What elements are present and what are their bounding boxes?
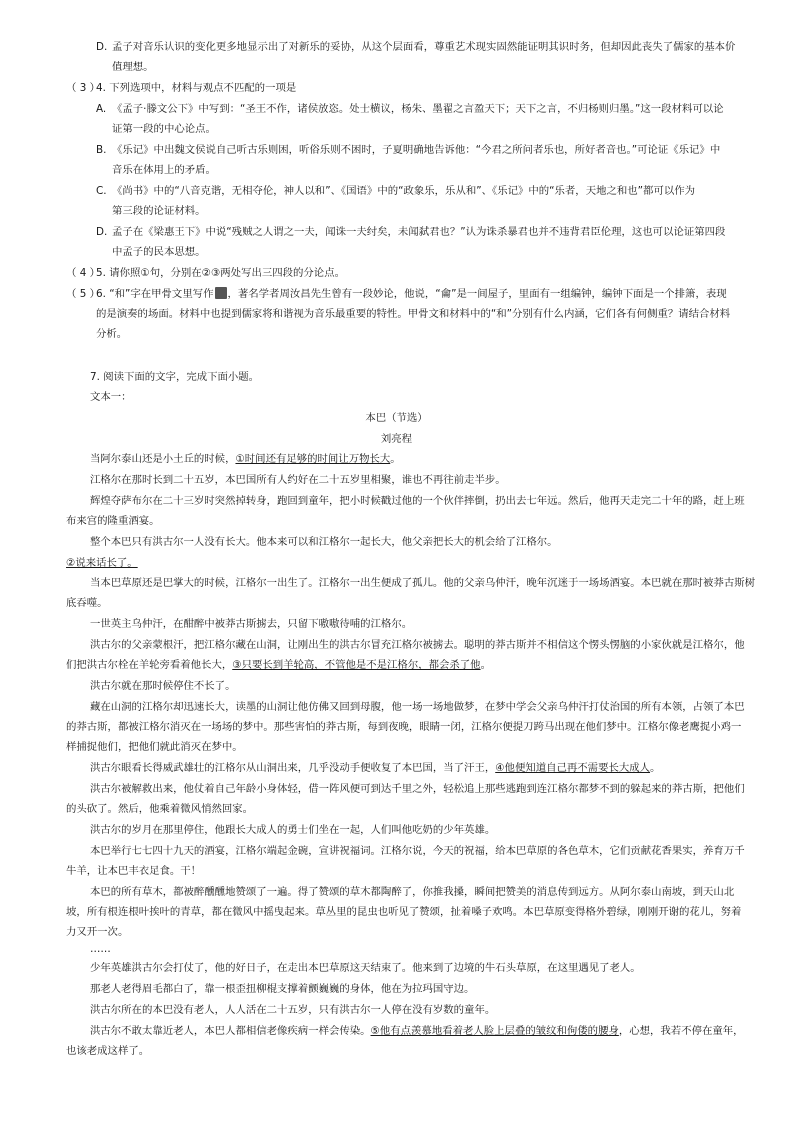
oracle-bone-glyph-icon	[215, 287, 227, 299]
question-number: （ 4 ）	[66, 267, 100, 279]
paragraph-cont: 牛羊，让本巴丰衣足食。干！	[66, 865, 202, 877]
option-d-text: 孟子对音乐认识的变化更多地显示出了对新乐的妥协，从这个层面看，尊重艺术现实固然能证明其识时务，但却因此丧失了儒家的基本价	[112, 41, 736, 53]
option-d-label: D.	[96, 41, 108, 53]
paragraph: 洪古尔就在那时候停住不长了。	[90, 680, 236, 692]
option-d2-text: 孟子在《梁惠王下》中说“残贼之人谓之一夫，闻诛一夫纣矣，未闻弑君也？”认为诛杀暴君也并不违背君臣伦理，这也可以论证第四段	[112, 226, 726, 238]
ellipsis: ……	[90, 943, 111, 955]
option-b-text-cont: 音乐在体用上的矛盾。	[112, 164, 216, 176]
paragraph-cont: 也该老成这样了。	[66, 1045, 150, 1057]
question-stem: 7. 阅读下面的文字，完成下面小题。	[90, 371, 260, 383]
paragraph: 江格尔在那时长到二十五岁，本巴国所有人约好在二十五岁里相聚，谁也不再往前走半步。	[90, 474, 506, 486]
option-d2-label: D.	[96, 226, 108, 238]
paragraph-cont: 的头砍了。然后，他乘着微风悄然回家。	[66, 803, 254, 815]
paragraph-cont: 的莽古斯，都被江格尔消灭在一场场的梦中。那些害怕的莽古斯，每到夜晚，眼睛一闭，江格尔便提刀跨马出现在他们梦中。江格尔像老鹰捉小鸡一	[66, 721, 742, 733]
question-number: （ 3 ）	[66, 82, 100, 94]
paragraph	[66, 553, 138, 573]
option-c-label: C.	[96, 185, 107, 197]
question-stem-post: ，著名学者周汝昌先生曾有一段妙论，他说，“龠”是一间屋子，里面有一组编钟，编钟下面是一个排箫，表现	[227, 288, 727, 300]
paragraph-cont: 底吞噬。	[66, 597, 108, 609]
underlined-sentence: ①时间还有足够的时间让万物长大	[235, 453, 391, 465]
option-d-text-cont: 值理想。	[112, 61, 154, 73]
paragraph-cont: 坡，所有根连根叶挨叶的青草，都在微风中摇曳起来。草丛里的昆虫也听见了赞颂，扯着嗓子欢鸣。本巴草原变得格外碧绿，刚刚开谢的花儿，努着	[66, 906, 742, 918]
text-label: 文本一：	[90, 391, 132, 403]
underlined-sentence: ④他便知道自己再不需要长大成人	[495, 762, 651, 774]
paragraph	[90, 449, 401, 469]
paragraph: 辉煌夺萨布尔在二十三岁时突然掉转身，跑回到童年，把小时候戳过他的一个伙伴摔倒，扔出去七年远。然后，他再天走完二十年的路，赶上班	[90, 495, 745, 507]
paragraph	[90, 758, 660, 778]
paragraph-text: 。	[650, 762, 661, 774]
paragraph-text: 们把洪古尔栓在羊轮旁看着他长大，	[66, 659, 233, 671]
paragraph-cont: 布来宫的隆重酒宴。	[66, 515, 160, 527]
option-d2-text-cont: 中孟子的民本思想。	[112, 246, 206, 258]
question-stem: 4. 下列选项中，材料与观点不匹配的一项是	[96, 82, 297, 94]
underlined-sentence: ⑤他有点羡慕地看着老人脸上层叠的皱纹和佝偻的腰身	[370, 1025, 619, 1037]
option-c-text-cont: 第三段的论证材料。	[112, 205, 206, 217]
paragraph-cont	[66, 655, 491, 675]
option-c-text: 《尚书》中的“八音克谐，无相夺伦，神人以和”、《国语》中的“政象乐，乐从和”、《乐记》中的“乐者，天地之和也”都可以作为	[112, 185, 695, 197]
underlined-sentence: ③只要长到羊轮高，不管他是不是江格尔，都会杀了他	[232, 659, 481, 671]
question-stem-pre: 6. “和”字在甲骨文里写作	[96, 288, 214, 300]
question-number: （ 5 ）	[66, 288, 100, 300]
paragraph-cont: 样捕捉他们，把他们就此消灭在梦中。	[66, 741, 243, 753]
paragraph: 整个本巴只有洪古尔一人没有长大。他本来可以和江格尔一起长大，他父亲把长大的机会给了江格尔。	[90, 536, 558, 548]
paragraph: 少年英雄洪古尔会打仗了，他的好日子，在走出本巴草原这天结束了。他来到了边境的牛石头草原，在这里遇见了老人。	[90, 962, 641, 974]
question-stem-cont: 的是演奏的场面。材料中也提到儒家将和谐视为音乐最重要的特性。甲骨文和材料中的“和”分别有什么内涵，它们各有何侧重？请结合材料	[96, 308, 731, 320]
paragraph-text: ，心想，我若不停在童年，	[618, 1025, 744, 1037]
option-a-text-cont: 证第一段的中心论点。	[112, 123, 216, 135]
paragraph-text: 。	[390, 453, 401, 465]
paragraph-text: 洪古尔眼看长得威武雄壮的江格尔从山洞出来，几乎没动手便收复了本巴国，当了汗王，	[90, 762, 496, 774]
option-b-label: B.	[96, 144, 107, 156]
paragraph: 本巴举行七七四十九天的酒宴，江格尔端起金碗，宣讲祝福词。江格尔说，今天的祝福，给本巴草原的各色草木，它们贡献花香果实，养育万千	[90, 845, 745, 857]
question-stem-cont: 分析。	[96, 328, 128, 340]
option-b-text: 《乐记》中出魏文侯说自己听古乐则困，听俗乐则不困时，子夏明确地告诉他：“今君之所问者乐也，所好者音也。”可论证《乐记》中	[112, 144, 721, 156]
question-stem: 5. 请你照①句，分别在②③两处写出三四段的分论点。	[96, 267, 345, 279]
paragraph: 一世英主乌仲汗，在酣醉中被莽古斯掳去，只留下嗷嗷待哺的江格尔。	[90, 618, 413, 630]
paragraph-cont: 力又开一次。	[66, 926, 129, 938]
paragraph: 那老人老得眉毛都白了，靠一根歪扭柳棍支撑着颤巍巍的身体，他在为拉玛国守边。	[90, 983, 475, 995]
option-a-label: A.	[96, 103, 107, 115]
question-stem	[96, 284, 727, 304]
paragraph	[90, 1021, 744, 1041]
paragraph: 洪古尔的岁月在那里停住，他跟长大成人的勇士们坐在一起，人们叫他吃奶的少年英雄。	[90, 824, 496, 836]
article-author: 刘亮程	[380, 433, 413, 445]
paragraph: 当本巴草原还是巴掌大的时候，江格尔一出生了。江格尔一出生便成了孤儿。他的父亲乌仲汗，晚年沉迷于一场场酒宴。本巴就在那时被莽古斯树	[90, 577, 755, 589]
paragraph: 洪古尔所在的本巴没有老人，人人活在二十五岁，只有洪古尔一人停在没有岁数的童年。	[90, 1004, 496, 1016]
article-title: 本巴（节选）	[365, 412, 428, 424]
paragraph: 藏在山洞的江格尔却迅速长大，读墨的山洞让他仿佛又回到母腹，他一场一场地做梦，在梦中学会父亲乌仲汗打仗治国的所有本领，占领了本巴	[90, 701, 745, 713]
underlined-sentence: ②说来话长了。	[66, 557, 138, 569]
paragraph-text: 当阿尔泰山还是小土丘的时候，	[90, 453, 236, 465]
paragraph-text: 。	[480, 659, 491, 671]
paragraph-text: 洪古尔不敢太靠近老人，本巴人都相信老像疾病一样会传染。	[90, 1025, 371, 1037]
paragraph: 洪古尔的父亲蒙根汗，把江格尔藏在山洞，让刚出生的洪古尔冒充江格尔被掳去。聪明的莽古斯并不相信这个愣头愣脑的小家伙就是江格尔，他	[90, 639, 745, 651]
paragraph: 洪古尔被解救出来，他仗着自己年龄小身体轻，借一阵风便可到达千里之外，轻松追上那些逃跑到连江格尔都梦不到的躲起来的莽古斯，把他们	[90, 783, 745, 795]
paragraph: 本巴的所有草木，都被醉醺醺地赞颂了一遍。得了赞颂的草木都陶醉了，你推我搡，瞬间把赞美的消息传到远方。从阿尔泰山南坡，到天山北	[90, 886, 735, 898]
option-a-text: 《孟子·滕文公下》中写到：“圣王不作，诸侯放恣。处士横议，杨朱、墨翟之言盈天下；天下之言，不归杨则归墨。”这一段材料可以论	[112, 103, 724, 115]
